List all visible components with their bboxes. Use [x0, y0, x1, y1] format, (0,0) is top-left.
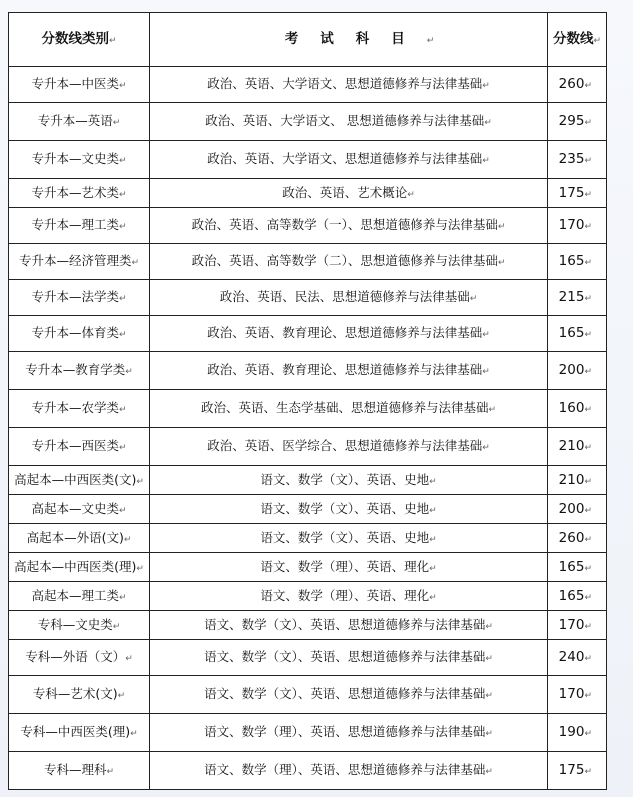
table-row [9, 280, 607, 316]
cell-score: 240↵ [548, 640, 607, 676]
cell-category: 专升本—艺术类↵ [9, 179, 150, 208]
cell-score: 165↵ [548, 582, 607, 611]
cell-category: 高起本—外语(文)↵ [9, 524, 150, 553]
cell-score: 165↵ [548, 316, 607, 352]
table-row [9, 390, 607, 428]
table-row [9, 141, 607, 179]
cell-category: 专升本—体育类↵ [9, 316, 150, 352]
table-row [9, 611, 607, 640]
cell-subjects: 语文、数学（文）、英语、思想道德修养与法律基础↵ [150, 611, 548, 640]
cell-score: 190↵ [548, 714, 607, 752]
table-row [9, 316, 607, 352]
cell-subjects: 政治、英语、生态学基础、思想道德修养与法律基础↵ [150, 390, 548, 428]
score-table [8, 12, 607, 790]
cell-subjects: 语文、数学（文）、英语、史地↵ [150, 495, 548, 524]
cell-category: 专科—理科↵ [9, 752, 150, 790]
cell-category: 专升本—英语↵ [9, 103, 150, 141]
cell-score: 200↵ [548, 495, 607, 524]
cell-subjects: 政治、英语、大学语文、思想道德修养与法律基础↵ [150, 141, 548, 179]
cell-subjects: 语文、数学（理）、英语、思想道德修养与法律基础↵ [150, 714, 548, 752]
table-row [9, 752, 607, 790]
cell-category: 高起本—中西医类(文)↵ [9, 466, 150, 495]
table-row [9, 103, 607, 141]
cell-subjects: 政治、英语、高等数学（一）、思想道德修养与法律基础↵ [150, 208, 548, 244]
table-row [9, 428, 607, 466]
cell-subjects: 语文、数学（文）、英语、史地↵ [150, 466, 548, 495]
cell-subjects: 语文、数学（理）、英语、理化↵ [150, 553, 548, 582]
cell-score: 175↵ [548, 179, 607, 208]
cell-subjects: 政治、英语、大学语文、 思想道德修养与法律基础↵ [150, 103, 548, 141]
cell-subjects: 政治、英语、教育理论、思想道德修养与法律基础↵ [150, 316, 548, 352]
cell-score: 170↵ [548, 676, 607, 714]
cell-score: 260↵ [548, 524, 607, 553]
cell-category: 专科—文史类↵ [9, 611, 150, 640]
cell-score: 210↵ [548, 428, 607, 466]
cell-category: 专升本—教育学类↵ [9, 352, 150, 390]
cell-category: 专升本—法学类↵ [9, 280, 150, 316]
cell-category: 专升本—西医类↵ [9, 428, 150, 466]
cell-score: 235↵ [548, 141, 607, 179]
header-subjects: 考试科目↵ [150, 13, 548, 67]
cell-category: 专科—艺术(文)↵ [9, 676, 150, 714]
table-row [9, 466, 607, 495]
cell-score: 295↵ [548, 103, 607, 141]
cell-score: 200↵ [548, 352, 607, 390]
cell-category: 专科—外语（文）↵ [9, 640, 150, 676]
table-row [9, 67, 607, 103]
cell-score: 160↵ [548, 390, 607, 428]
cell-category: 高起本—理工类↵ [9, 582, 150, 611]
table-row [9, 676, 607, 714]
table-row [9, 495, 607, 524]
cell-score: 175↵ [548, 752, 607, 790]
cell-subjects: 政治、英语、医学综合、思想道德修养与法律基础↵ [150, 428, 548, 466]
cell-subjects: 政治、英语、民法、思想道德修养与法律基础↵ [150, 280, 548, 316]
table-row [9, 582, 607, 611]
cell-score: 165↵ [548, 244, 607, 280]
table-row [9, 352, 607, 390]
cell-score: 210↵ [548, 466, 607, 495]
cell-subjects: 政治、英语、教育理论、思想道德修养与法律基础↵ [150, 352, 548, 390]
header-category: 分数线类别↵ [9, 13, 150, 67]
cell-category: 专升本—中医类↵ [9, 67, 150, 103]
cell-category: 专科—中西医类(理)↵ [9, 714, 150, 752]
cell-category: 高起本—中西医类(理)↵ [9, 553, 150, 582]
header-score: 分数线↵ [548, 13, 607, 67]
cell-score: 165↵ [548, 553, 607, 582]
table-row [9, 553, 607, 582]
cell-subjects: 政治、英语、大学语文、思想道德修养与法律基础↵ [150, 67, 548, 103]
table-row [9, 208, 607, 244]
cell-subjects: 语文、数学（理）、英语、理化↵ [150, 582, 548, 611]
cell-subjects: 政治、英语、艺术概论↵ [150, 179, 548, 208]
cell-score: 170↵ [548, 611, 607, 640]
cell-score: 260↵ [548, 67, 607, 103]
cell-category: 专升本—文史类↵ [9, 141, 150, 179]
table-header-row [9, 13, 607, 67]
table-row [9, 714, 607, 752]
cell-category: 专升本—理工类↵ [9, 208, 150, 244]
cell-subjects: 政治、英语、高等数学（二）、思想道德修养与法律基础↵ [150, 244, 548, 280]
cell-category: 专升本—经济管理类↵ [9, 244, 150, 280]
cell-category: 高起本—文史类↵ [9, 495, 150, 524]
table-row [9, 640, 607, 676]
cell-score: 215↵ [548, 280, 607, 316]
cell-score: 170↵ [548, 208, 607, 244]
cell-subjects: 语文、数学（文）、英语、思想道德修养与法律基础↵ [150, 640, 548, 676]
cell-category: 专升本—农学类↵ [9, 390, 150, 428]
table-row [9, 179, 607, 208]
cell-subjects: 语文、数学（文）、英语、史地↵ [150, 524, 548, 553]
cell-subjects: 语文、数学（理）、英语、思想道德修养与法律基础↵ [150, 752, 548, 790]
cell-subjects: 语文、数学（文）、英语、思想道德修养与法律基础↵ [150, 676, 548, 714]
table-row [9, 524, 607, 553]
table-row [9, 244, 607, 280]
